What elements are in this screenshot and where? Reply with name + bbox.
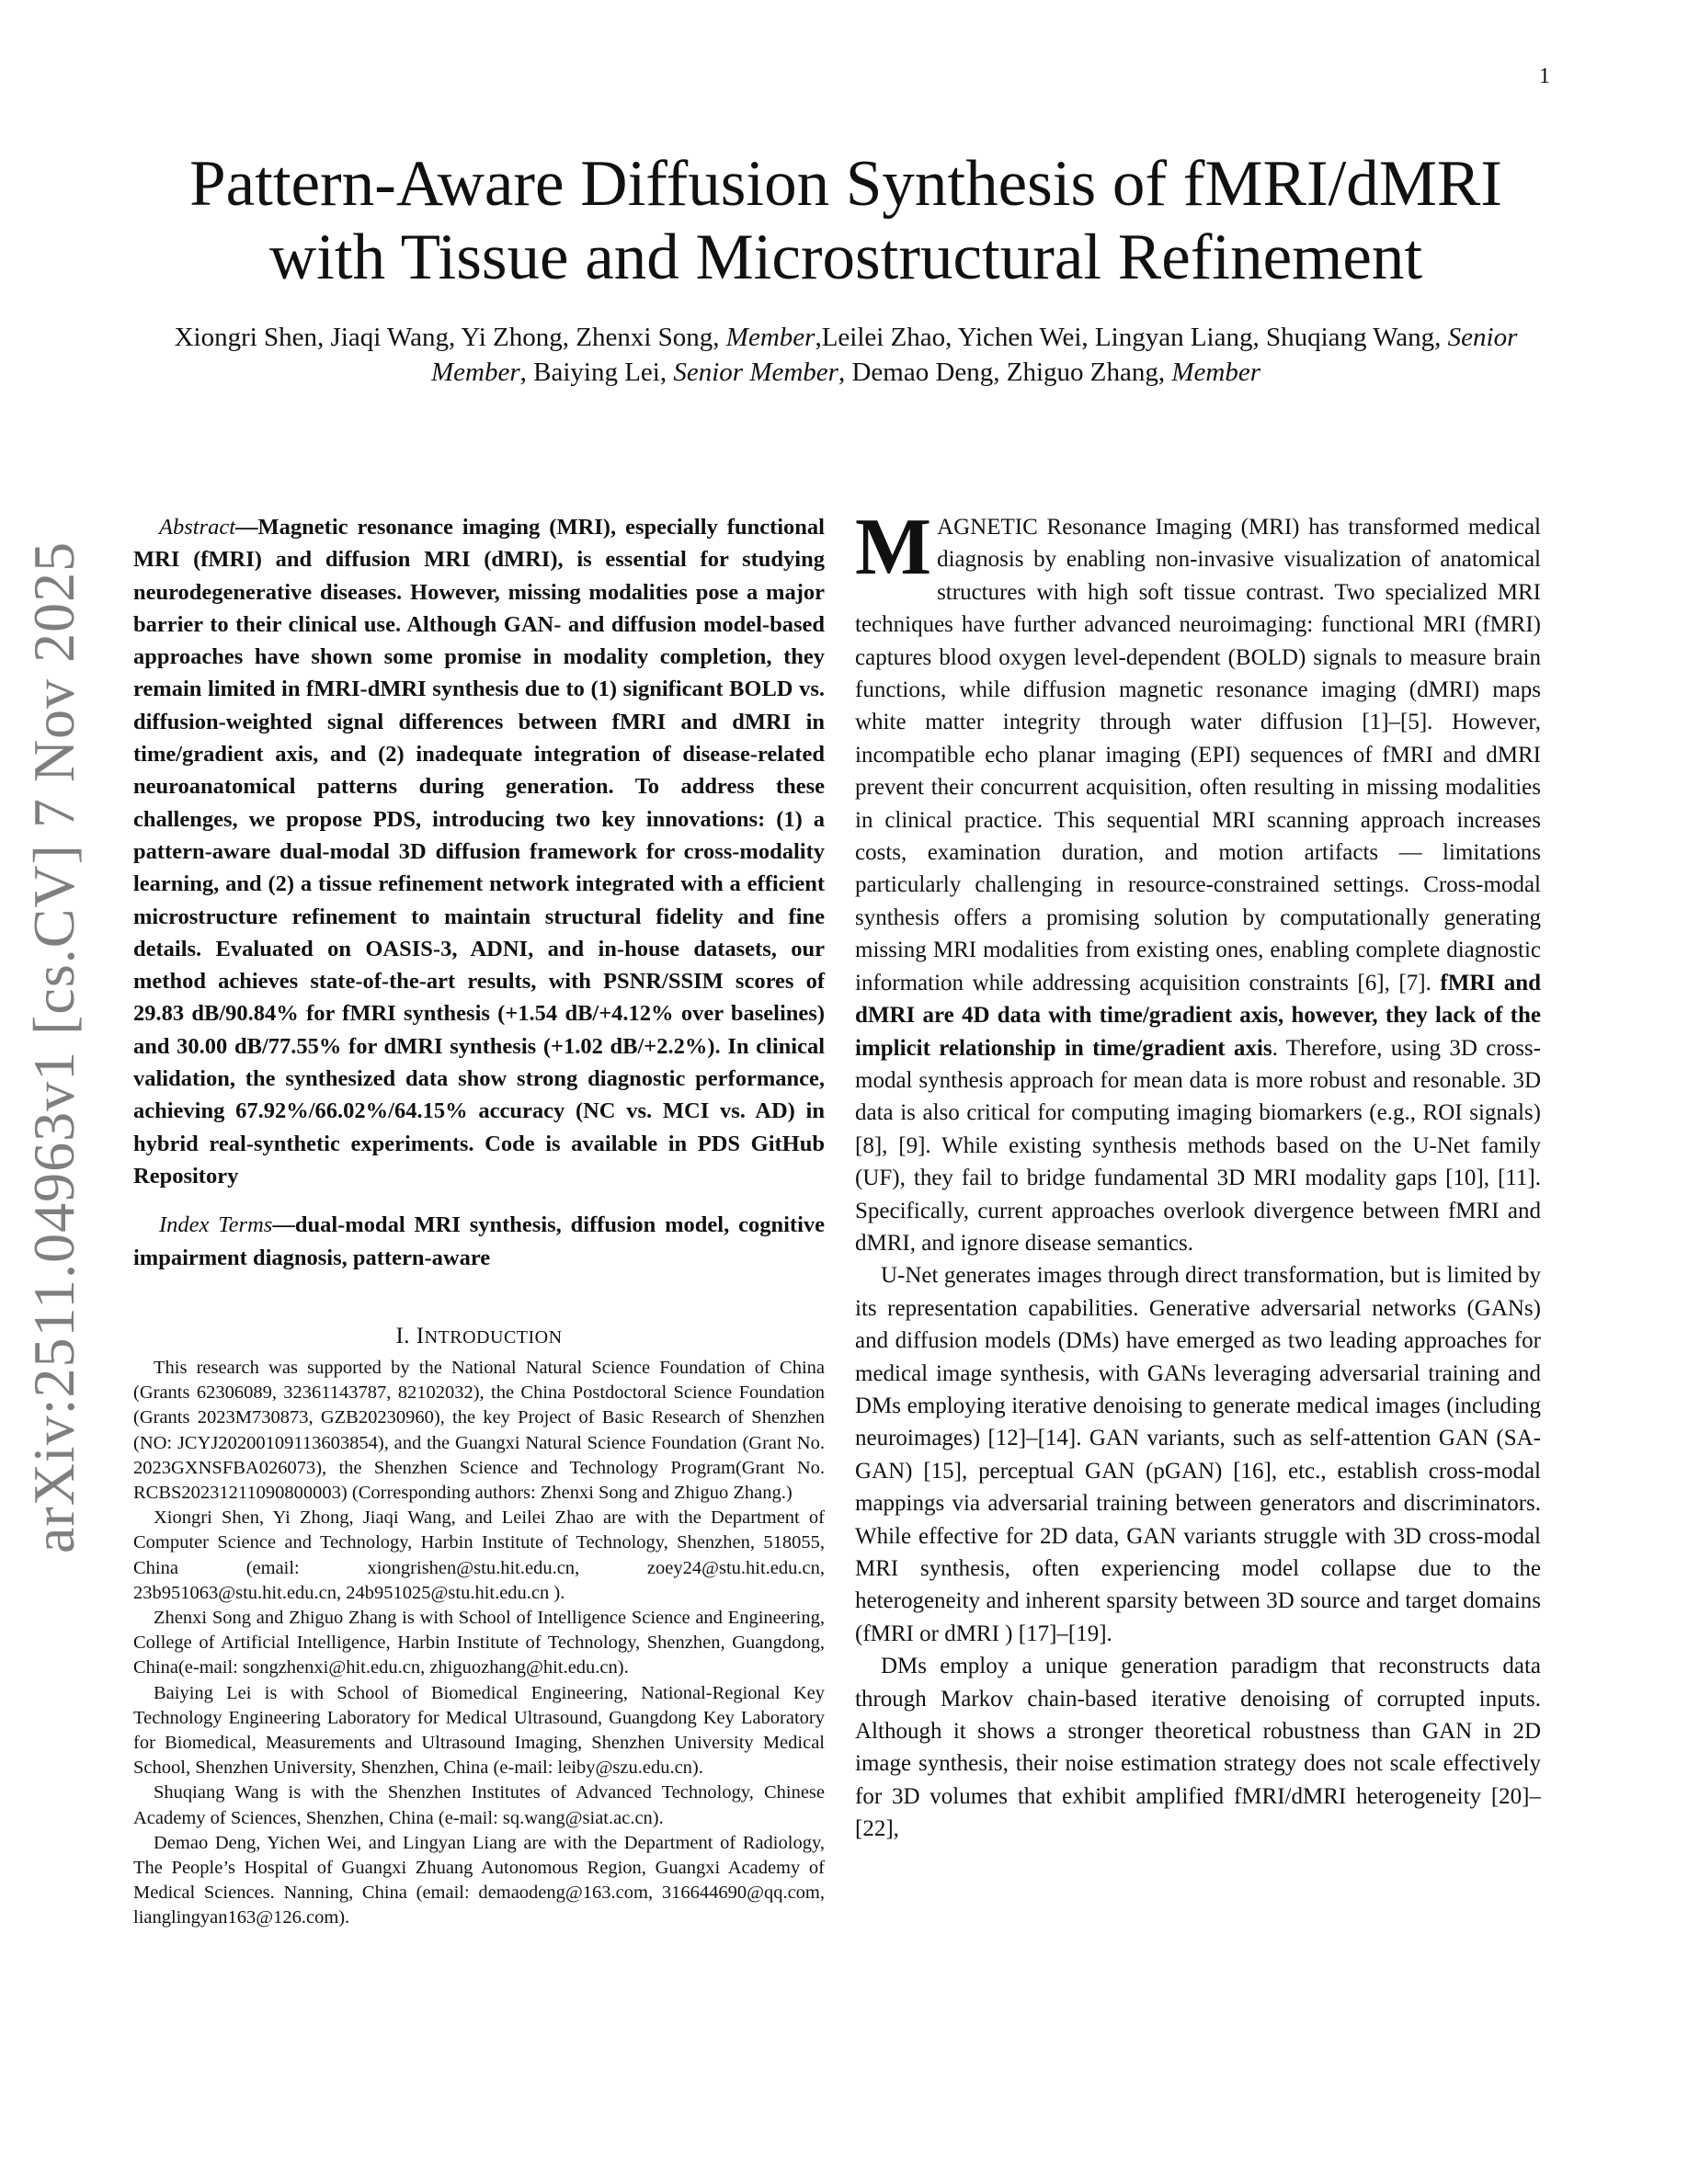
right-column	[855, 503, 1542, 1846]
emphasized-text: fMRI and dMRI are 4D data with time/gradient axis, however, they lack of the implicit relationship in time/gradient axis	[855, 970, 1542, 1061]
intro-paragraph-1	[855, 503, 1542, 1259]
author-names: Xiongri Shen, Jiaqi Wang, Yi Zhong, Zhenxi Song,	[174, 323, 726, 352]
paragraph-text: AGNETIC Resonance Imaging (MRI) has transformed medical diagnosis by enabling non-invasive visualization of anatomical structures with high soft tissue contrast. Two specialized MRI techniques have further advanced neuroimaging: functional MRI (fMRI) captures blood oxygen level-dependent (BOLD) signals to measure brain functions, while diffusion magnetic resonance imaging (dMRI) maps white matter integrity through water diffusion [1]–[5]. However, incompatible echo planar imaging (EPI) sequences of fMRI and dMRI prevent their concurrent acquisition, often resulting in missing modalities in clinical practice. This sequential MRI scanning approach increases costs, examination duration, and motion artifacts — limitations particularly challenging in resource-constrained settings. Cross-modal synthesis offers a promising solution by computationally generating missing MRI modalities from existing ones, enabling complete diagnostic information while addressing acquisition constraints [6], [7].	[855, 515, 1541, 995]
section-numeral: I.	[395, 1323, 416, 1348]
footnote-affiliation: Demao Deng, Yichen Wei, and Lingyan Liang are with the Department of Radiology, The People’s Hospital of Guangxi Zhuang Autonomous Region, Guangxi Academy of Medical Sciences. Nanning, China (email: demaodeng@163.com, 316644690@qq.com, lianglingyan163@126.com).	[133, 1832, 825, 1928]
author-list	[129, 320, 1563, 390]
author-role: Member	[725, 323, 815, 352]
section-title-rest: NTRODUCTION	[424, 1326, 563, 1348]
author-names: , Baiying Lei,	[519, 358, 674, 387]
footnotes	[133, 1356, 825, 1931]
drop-cap: M	[855, 503, 932, 592]
author-names: , Demao Deng, Zhiguo Zhang,	[838, 358, 1172, 387]
abstract-label: Abstract	[159, 515, 236, 540]
arxiv-identifier-stamp: arXiv:2511.04963v1 [cs.CV] 7 Nov 2025	[21, 540, 86, 1553]
section-heading-introduction	[133, 1324, 825, 1349]
abstract	[133, 511, 825, 1192]
intro-paragraph-2: U-Net generates images through direct transformation, but is limited by its representation capabilities. Generative adversarial networks (GANs) and diffusion models (DMs) have emerged as two leading approaches for medical image synthesis, with GANs leveraging adversarial training and DMs employing iterative denoising to generate medical images (including neuroimages) [12]–[14]. GAN variants, such as self-attention GAN (SA-GAN) [15], perceptual GAN (pGAN) [16], etc., establish cross-modal mappings via adversarial training between generators and discriminators. While effective for 2D data, GAN variants struggle with 3D cross-modal MRI synthesis, often experiencing model collapse due to the heterogeneity and inherent sparsity between 3D source and target domains (fMRI or dMRI ) [17]–[19].	[855, 1263, 1541, 1646]
section-initial: I	[416, 1323, 425, 1348]
footnote-affiliation: Xiongri Shen, Yi Zhong, Jiaqi Wang, and Leilei Zhao are with the Department of Computer Science and Technology, Harbin Institute of Technology, Shenzhen, 518055, China (email: xiongrishen@stu.hit.edu.cn, zoey24@stu.hit.edu.cn, 23b951063@stu.hit.edu.cn, 24b951025@stu.hit.edu.cn ).	[133, 1507, 825, 1603]
footnote-funding: This research was supported by the National Natural Science Foundation of China (Grants 62306089, 32361143787, 82102032), the China Postdoctoral Science Foundation (Grants 2023M730873, GZB20230960), the key Project of Basic Research of Shenzhen (NO: JCYJ20200109113603854), and the Guangxi Natural Science Foundation (Grant No. 2023GXNSFBA026073), the Shenzhen Science and Technology Program(Grant No. RCBS20231211090800003) (Corresponding authors: Zhenxi Song and Zhiguo Zhang.)	[133, 1358, 825, 1504]
page-number: 1	[1539, 64, 1550, 88]
title-line-1: Pattern-Aware Diffusion Synthesis of fMRI/dMRI	[189, 148, 1502, 220]
author-role: Senior Member	[673, 358, 838, 387]
title-line-2: with Tissue and Microstructural Refinement	[268, 222, 1423, 293]
abstract-text: —Magnetic resonance imaging (MRI), especially functional MRI (fMRI) and diffusion MRI (dMRI), is essential for studying neurodegenerative diseases. However, missing modalities pose a major barrier to their clinical use. Although GAN- and diffusion model-based approaches have shown some promise in modality completion, they remain limited in fMRI-dMRI synthesis due to (1) significant BOLD vs. diffusion-weighted signal differences between fMRI and dMRI in time/gradient axis, and (2) inadequate integration of disease-related neuroanatomical patterns during generation. To address these challenges, we propose PDS, introducing two key innovations: (1) a pattern-aware dual-modal 3D diffusion framework for cross-modality learning, and (2) a tissue refinement network integrated with a efficient microstructure refinement to maintain structural fidelity and fine details. Evaluated on OASIS-3, ADNI, and in-house datasets, our method achieves state-of-the-art results, with PSNR/SSIM scores of 29.83 dB/90.84% for fMRI synthesis (+1.54 dB/+4.12% over baselines) and 30.00 dB/77.55% for dMRI synthesis (+1.02 dB/+2.2%). In clinical validation, the synthesized data show strong diagnostic performance, achieving 67.92%/66.02%/64.15% accuracy (NC vs. MCI vs. AD) in hybrid real-synthetic experiments. Code is available in PDS GitHub Repository	[133, 515, 825, 1189]
footnote-affiliation: Shuqiang Wang is with the Shenzhen Institutes of Advanced Technology, Chinese Academy of Sciences, Shenzhen, China (e-mail: sq.wang@siat.ac.cn).	[133, 1782, 825, 1828]
index-terms-label: Index Terms	[159, 1212, 273, 1238]
intro-paragraph-3: DMs employ a unique generation paradigm that reconstructs data through Markov chain-based iterative denoising of corrupted inputs. Although it shows a stronger theoretical robustness than GAN in 2D image synthesis, their noise estimation strategy does not scale effectively for 3D volumes that exhibit amplified fMRI/dMRI heterogeneity [20]–[22],	[855, 1654, 1541, 1842]
paragraph-text: . Therefore, using 3D cross-modal synthesis approach for mean data is more robust and resonable. 3D data is also critical for computing imaging biomarkers (e.g., ROI signals) [8], [9]. While existing synthesis methods based on the U-Net family (UF), they fail to bridge fundamental 3D MRI modality gaps [10], [11]. Specifically, current approaches overlook divergence between fMRI and dMRI, and ignore disease semantics.	[855, 1035, 1541, 1256]
author-role: Member	[1171, 358, 1261, 387]
paper-title	[110, 147, 1581, 294]
index-terms-text: —dual-modal MRI synthesis, diffusion model, cognitive impairment diagnosis, pattern-aware	[133, 1212, 826, 1270]
author-names: ,Leilei Zhao, Yichen Wei, Lingyan Liang, Shuqiang Wang,	[815, 323, 1448, 352]
index-terms	[133, 1209, 825, 1274]
left-column	[133, 511, 825, 1349]
footnote-affiliation: Baiying Lei is with School of Biomedical Engineering, National-Regional Key Technology Engineering Laboratory for Medical Ultrasound, Guangdong Key Laboratory for Biomedical, Measurements and Ultrasound Imaging, Shenzhen University Medical School, Shenzhen University, Shenzhen, China (e-mail: leiby@szu.edu.cn).	[133, 1682, 825, 1779]
author-role: Senior Member	[430, 323, 1518, 387]
footnote-affiliation: Zhenxi Song and Zhiguo Zhang is with School of Intelligence Science and Engineering, College of Artificial Intelligence, Harbin Institute of Technology, Shenzhen, Guangdong, China(e-mail: songzhenxi@hit.edu.cn, zhiguozhang@hit.edu.cn).	[133, 1608, 825, 1678]
